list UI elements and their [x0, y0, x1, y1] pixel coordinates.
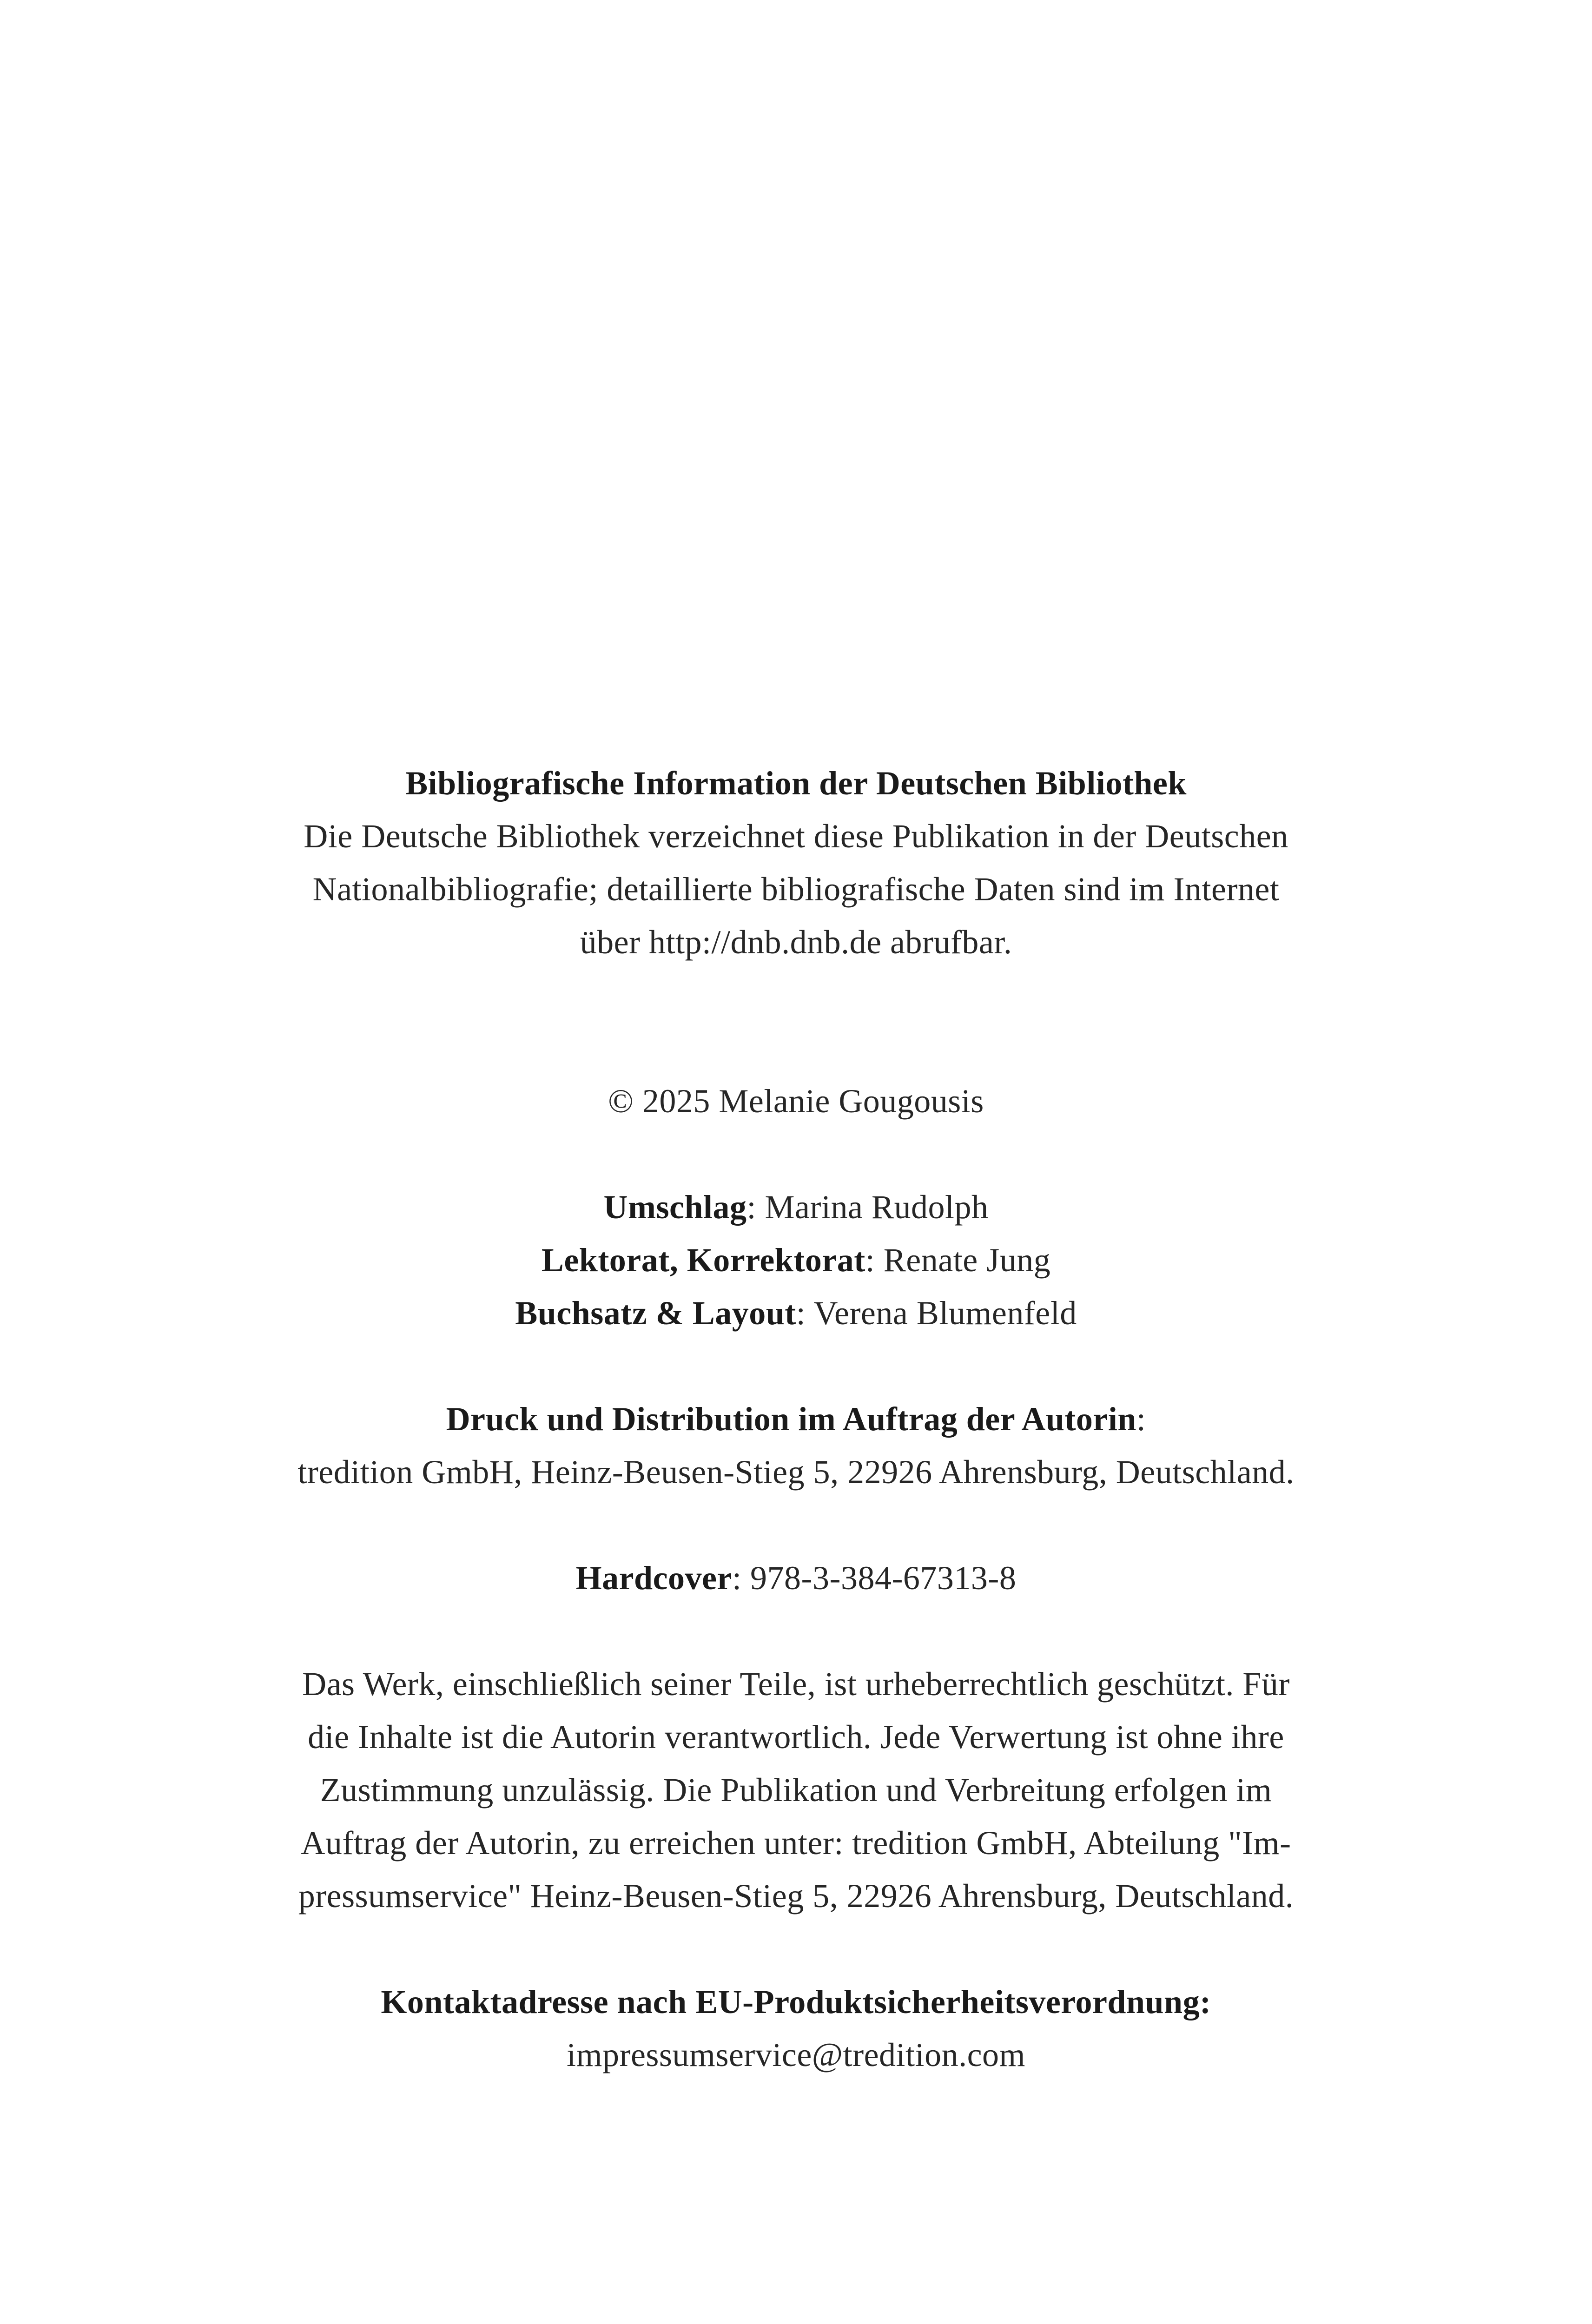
imprint-text [0, 757, 1592, 2081]
credit-editing [0, 1234, 1592, 1287]
contact-heading: Kontaktadresse nach EU-Produktsicherheitsverordnung: [381, 1983, 1211, 2020]
contact-email: impressumservice@tredition.com [566, 2036, 1026, 2073]
credit-typesetting [0, 1287, 1592, 1340]
credit-separator: : [746, 1188, 765, 1226]
spacer [0, 1128, 1592, 1181]
print-label: Druck und Distribution im Auftrag der Autorin [446, 1400, 1136, 1438]
credit-value: Renate Jung [883, 1241, 1051, 1279]
rights-line: Zustimmung unzulässig. Die Publikation und Verbreitung erfolgen im [320, 1771, 1272, 1809]
rights-line: Auftrag der Autorin, zu erreichen unter: tredition GmbH, Abteilung "Im- [301, 1824, 1291, 1862]
rights-line: die Inhalte ist die Autorin verantwortlich. Jede Verwertung ist ohne ihre [308, 1718, 1284, 1756]
credit-value: Verena Blumenfeld [813, 1294, 1077, 1332]
publisher-address: tredition GmbH, Heinz-Beusen-Stieg 5, 22926 Ahrensburg, Deutschland. [297, 1453, 1295, 1491]
copyright-line: © 2025 Melanie Gougousis [608, 1083, 984, 1120]
credit-cover [0, 1181, 1592, 1234]
print-distribution-heading [0, 1393, 1592, 1446]
credit-label: Umschlag [603, 1188, 747, 1226]
spacer [0, 1604, 1592, 1657]
bibliographic-line: Die Deutsche Bibliothek verzeichnet diese Publikation in der Deutschen [304, 818, 1288, 855]
spacer [0, 1499, 1592, 1552]
bibliographic-line: Nationalbibliografie; detaillierte bibliografische Daten sind im Internet [312, 871, 1280, 908]
bibliographic-heading: Bibliografische Information der Deutschen Bibliothek [405, 765, 1187, 802]
rights-line: Das Werk, einschließlich seiner Teile, ist urheberrechtlich geschützt. Für [302, 1665, 1290, 1703]
credit-separator: : [796, 1294, 814, 1332]
credit-label: Lektorat, Korrektorat [541, 1241, 865, 1279]
print-separator: : [1136, 1400, 1146, 1438]
spacer [0, 969, 1592, 1075]
isbn-separator: : [732, 1559, 750, 1597]
bibliographic-line: über http://dnb.dnb.de abrufbar. [580, 924, 1012, 961]
isbn-label: Hardcover [575, 1559, 732, 1597]
isbn-value: 978-3-384-67313-8 [750, 1559, 1017, 1597]
isbn-line [0, 1552, 1592, 1604]
spacer [0, 1922, 1592, 1975]
credit-label: Buchsatz & Layout [515, 1294, 796, 1332]
credit-separator: : [865, 1241, 884, 1279]
credit-value: Marina Rudolph [765, 1188, 989, 1226]
spacer [0, 1340, 1592, 1393]
rights-line: pressumservice" Heinz-Beusen-Stieg 5, 22926 Ahrensburg, Deutschland. [298, 1877, 1294, 1915]
